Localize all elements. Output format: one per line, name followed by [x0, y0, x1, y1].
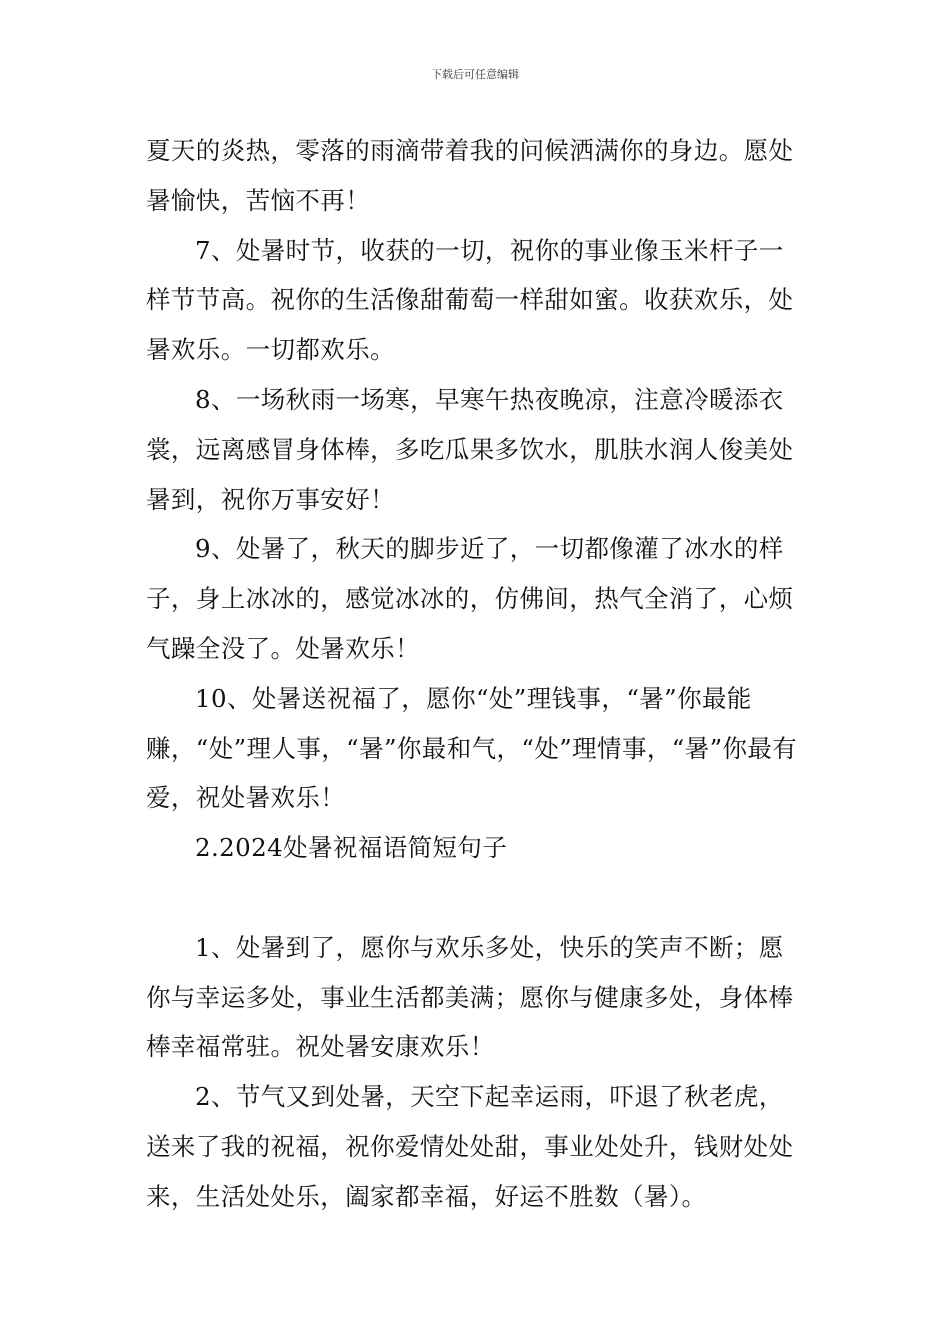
section-heading: 2.2024处暑祝福语简短句子	[195, 833, 508, 863]
paragraph-item-2: 2、节气又到处暑，天空下起幸运雨，吓退了秋老虎，送来了我的祝福，祝你爱情处处甜，事业处处升，钱财处处来，生活处处乐，阖家都幸福，好运不胜数（暑）。	[146, 1082, 794, 1211]
paragraph-item-1: 1、处暑到了，愿你与欢乐多处，快乐的笑声不断；愿你与幸运多处，事业生活都美满；愿你与健康多处，身体棒棒幸福常驻。祝处暑安康欢乐！	[146, 932, 794, 1062]
document-body	[146, 126, 808, 1222]
paragraph-item-10: 10、处暑送祝福了，愿你“处”理钱事，“暑”你最能赚，“处”理人事，“暑”你最和气，“处”理情事，“暑”你最有爱，祝处暑欢乐！	[146, 683, 798, 813]
paragraph-item-7: 7、处暑时节，收获的一切，祝你的事业像玉米杆子一样节节高。祝你的生活像甜葡萄一样甜如蜜。收获欢乐，处暑欢乐。一切都欢乐。	[146, 235, 794, 365]
paragraph-continued: 夏天的炎热，零落的雨滴带着我的问候洒满你的身边。愿处暑愉快，苦恼不再！	[146, 136, 794, 215]
page-header: 下载后可任意编辑	[431, 68, 519, 81]
paragraph-item-9: 9、处暑了，秋天的脚步近了，一切都像灌了冰水的样子，身上冰冰的，感觉冰冰的，仿佛间，热气全消了，心烦气躁全没了。处暑欢乐！	[146, 534, 794, 663]
paragraph-item-8: 8、一场秋雨一场寒，早寒午热夜晚凉，注意冷暖添衣裳，远离感冒身体棒，多吃瓜果多饮水，肌肤水润人俊美处暑到，祝你万事安好！	[146, 384, 794, 514]
blank-line	[146, 873, 808, 923]
